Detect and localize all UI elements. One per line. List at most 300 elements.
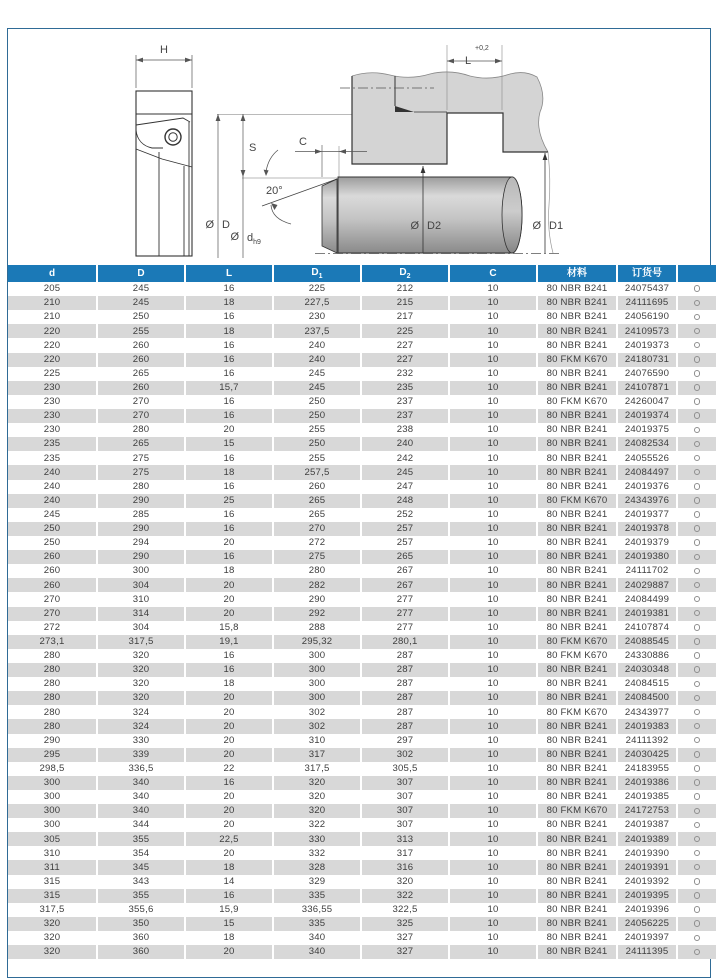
cell: 20 bbox=[184, 592, 272, 606]
cell: 16 bbox=[184, 550, 272, 564]
cell: 252 bbox=[360, 508, 448, 522]
availability-circle-icon bbox=[694, 370, 701, 377]
c-dimension-label: C bbox=[299, 136, 307, 148]
table-row bbox=[8, 550, 716, 564]
cell: 10 bbox=[448, 310, 536, 324]
availability-cell bbox=[676, 437, 716, 451]
cell: 317,5 bbox=[8, 903, 96, 917]
table-row bbox=[8, 367, 716, 381]
cell: 80 FKM K670 bbox=[536, 649, 616, 663]
cell: 265 bbox=[272, 508, 360, 522]
cell: 300 bbox=[8, 776, 96, 790]
cell: 20 bbox=[184, 734, 272, 748]
cell: 317,5 bbox=[272, 762, 360, 776]
cell: 290 bbox=[96, 522, 184, 536]
cell: 80 NBR B241 bbox=[536, 931, 616, 945]
outer-diameter-label: D bbox=[222, 219, 230, 231]
cell: 360 bbox=[96, 945, 184, 959]
cell: 247 bbox=[360, 480, 448, 494]
availability-cell bbox=[676, 282, 716, 296]
availability-cell bbox=[676, 409, 716, 423]
column-header-C: C bbox=[448, 265, 536, 282]
cell: 24180731 bbox=[616, 353, 676, 367]
cell: 10 bbox=[448, 635, 536, 649]
cell: 20 bbox=[184, 790, 272, 804]
table-row bbox=[8, 719, 716, 733]
cell: 24019377 bbox=[616, 508, 676, 522]
availability-circle-icon bbox=[694, 511, 701, 518]
cell: 10 bbox=[448, 917, 536, 931]
table-row bbox=[8, 818, 716, 832]
cell: 10 bbox=[448, 860, 536, 874]
cell: 265 bbox=[272, 494, 360, 508]
cell: 245 bbox=[8, 508, 96, 522]
availability-cell bbox=[676, 804, 716, 818]
availability-cell bbox=[676, 621, 716, 635]
cell: 317 bbox=[360, 846, 448, 860]
shaft-end-face bbox=[502, 177, 522, 253]
cell: 250 bbox=[8, 522, 96, 536]
availability-cell bbox=[676, 607, 716, 621]
cell: 20 bbox=[184, 705, 272, 719]
availability-circle-icon bbox=[694, 822, 701, 829]
cell: 300 bbox=[272, 649, 360, 663]
cell: 22 bbox=[184, 762, 272, 776]
cell: 212 bbox=[360, 282, 448, 296]
cell: 240 bbox=[272, 338, 360, 352]
cell: 217 bbox=[360, 310, 448, 324]
availability-cell bbox=[676, 381, 716, 395]
table-row bbox=[8, 663, 716, 677]
cell: 14 bbox=[184, 875, 272, 889]
cell: 300 bbox=[272, 691, 360, 705]
cell: 320 bbox=[272, 804, 360, 818]
cell: 220 bbox=[8, 324, 96, 338]
cell: 24107871 bbox=[616, 381, 676, 395]
availability-cell bbox=[676, 578, 716, 592]
cell: 255 bbox=[272, 451, 360, 465]
availability-circle-icon bbox=[694, 610, 701, 617]
cell: 230 bbox=[8, 395, 96, 409]
cell: 80 NBR B241 bbox=[536, 663, 616, 677]
column-header-d: d bbox=[8, 265, 96, 282]
cell: 270 bbox=[96, 409, 184, 423]
cell: 16 bbox=[184, 480, 272, 494]
cell: 24019389 bbox=[616, 832, 676, 846]
cell: 80 NBR B241 bbox=[536, 367, 616, 381]
cell: 302 bbox=[272, 705, 360, 719]
cell: 335 bbox=[272, 889, 360, 903]
table-row bbox=[8, 945, 716, 959]
cell: 22,5 bbox=[184, 832, 272, 846]
cell: 24111702 bbox=[616, 564, 676, 578]
availability-circle-icon bbox=[694, 412, 701, 419]
cell: 287 bbox=[360, 705, 448, 719]
cell: 320 bbox=[96, 649, 184, 663]
table-row bbox=[8, 691, 716, 705]
availability-cell bbox=[676, 917, 716, 931]
availability-cell bbox=[676, 465, 716, 479]
cell: 230 bbox=[8, 409, 96, 423]
cell: 322,5 bbox=[360, 903, 448, 917]
cell: 324 bbox=[96, 705, 184, 719]
table-row bbox=[8, 508, 716, 522]
column-header-D: $D_1$ bbox=[272, 265, 360, 282]
cell: 257 bbox=[360, 522, 448, 536]
cell: 18 bbox=[184, 860, 272, 874]
table-row bbox=[8, 649, 716, 663]
cell: 10 bbox=[448, 296, 536, 310]
table-row bbox=[8, 705, 716, 719]
cell: 10 bbox=[448, 353, 536, 367]
size-table bbox=[8, 265, 716, 959]
h-dimension bbox=[136, 55, 192, 88]
cell: 24030348 bbox=[616, 663, 676, 677]
table-row bbox=[8, 324, 716, 338]
cell: 307 bbox=[360, 818, 448, 832]
table-row bbox=[8, 889, 716, 903]
d1-label: D1 bbox=[549, 220, 564, 232]
cell: 24019379 bbox=[616, 536, 676, 550]
availability-circle-icon bbox=[694, 949, 701, 956]
cell: 18 bbox=[184, 465, 272, 479]
cell: 24019397 bbox=[616, 931, 676, 945]
availability-circle-icon bbox=[694, 765, 701, 772]
cell: 10 bbox=[448, 691, 536, 705]
diameter-symbol: Ø bbox=[532, 220, 541, 232]
availability-circle-icon bbox=[694, 596, 701, 603]
availability-cell bbox=[676, 296, 716, 310]
cell: 20 bbox=[184, 804, 272, 818]
cell: 210 bbox=[8, 296, 96, 310]
cell: 20 bbox=[184, 536, 272, 550]
cell: 272 bbox=[272, 536, 360, 550]
cell: 80 NBR B241 bbox=[536, 409, 616, 423]
availability-circle-icon bbox=[694, 638, 701, 645]
cell: 25 bbox=[184, 494, 272, 508]
cell: 328 bbox=[272, 860, 360, 874]
cell: 16 bbox=[184, 889, 272, 903]
cell: 260 bbox=[272, 480, 360, 494]
cell: 307 bbox=[360, 776, 448, 790]
cell: 80 NBR B241 bbox=[536, 310, 616, 324]
availability-cell bbox=[676, 508, 716, 522]
table-row bbox=[8, 423, 716, 437]
cell: 80 NBR B241 bbox=[536, 691, 616, 705]
cell: 24111695 bbox=[616, 296, 676, 310]
table-row bbox=[8, 296, 716, 310]
cell: 248 bbox=[360, 494, 448, 508]
cell: 24109573 bbox=[616, 324, 676, 338]
cell: 354 bbox=[96, 846, 184, 860]
cell: 355,6 bbox=[96, 903, 184, 917]
cell: 80 NBR B241 bbox=[536, 748, 616, 762]
cell: 257,5 bbox=[272, 465, 360, 479]
cell: 24076590 bbox=[616, 367, 676, 381]
cell: 270 bbox=[8, 592, 96, 606]
s-dimension bbox=[241, 114, 246, 258]
cell: 10 bbox=[448, 832, 536, 846]
cell: 230 bbox=[8, 423, 96, 437]
cell: 238 bbox=[360, 423, 448, 437]
cell: 336,5 bbox=[96, 762, 184, 776]
cell: 10 bbox=[448, 423, 536, 437]
cell: 305,5 bbox=[360, 762, 448, 776]
cell: 237 bbox=[360, 409, 448, 423]
table-row bbox=[8, 310, 716, 324]
diameter-symbol: Ø bbox=[230, 231, 239, 243]
cell: 16 bbox=[184, 649, 272, 663]
cell: 330 bbox=[96, 734, 184, 748]
table-row bbox=[8, 776, 716, 790]
cell: 302 bbox=[360, 748, 448, 762]
cell: 10 bbox=[448, 282, 536, 296]
cell: 80 NBR B241 bbox=[536, 536, 616, 550]
cell: 265 bbox=[96, 367, 184, 381]
cell: 18 bbox=[184, 931, 272, 945]
cell: 18 bbox=[184, 677, 272, 691]
availability-cell bbox=[676, 649, 716, 663]
cell: 20 bbox=[184, 607, 272, 621]
table-row bbox=[8, 903, 716, 917]
cell: 220 bbox=[8, 338, 96, 352]
availability-circle-icon bbox=[694, 582, 701, 589]
cell: 24056225 bbox=[616, 917, 676, 931]
availability-cell bbox=[676, 945, 716, 959]
table-row bbox=[8, 846, 716, 860]
table-row bbox=[8, 804, 716, 818]
availability-cell bbox=[676, 592, 716, 606]
cell: 24019381 bbox=[616, 607, 676, 621]
cell: 300 bbox=[96, 564, 184, 578]
availability-cell bbox=[676, 310, 716, 324]
cell: 10 bbox=[448, 719, 536, 733]
cell: 24019376 bbox=[616, 480, 676, 494]
cell: 327 bbox=[360, 945, 448, 959]
cell: 16 bbox=[184, 776, 272, 790]
cell: 80 NBR B241 bbox=[536, 296, 616, 310]
cell: 20 bbox=[184, 719, 272, 733]
cell: 24019390 bbox=[616, 846, 676, 860]
cell: 15,9 bbox=[184, 903, 272, 917]
cell: 24084515 bbox=[616, 677, 676, 691]
cell: 280 bbox=[8, 705, 96, 719]
cell: 80 NBR B241 bbox=[536, 762, 616, 776]
cell: 10 bbox=[448, 748, 536, 762]
availability-circle-icon bbox=[694, 737, 701, 744]
table-header-row bbox=[8, 265, 716, 282]
cell: 292 bbox=[272, 607, 360, 621]
availability-cell bbox=[676, 705, 716, 719]
cell: 24084500 bbox=[616, 691, 676, 705]
cell: 360 bbox=[96, 931, 184, 945]
outer-diameter-dimension bbox=[216, 114, 221, 258]
cell: 232 bbox=[360, 367, 448, 381]
cell: 287 bbox=[360, 719, 448, 733]
availability-cell bbox=[676, 832, 716, 846]
cell: 20 bbox=[184, 748, 272, 762]
cell: 320 bbox=[8, 931, 96, 945]
cell: 10 bbox=[448, 875, 536, 889]
cell: 80 NBR B241 bbox=[536, 522, 616, 536]
cell: 19,1 bbox=[184, 635, 272, 649]
table-row bbox=[8, 480, 716, 494]
cell: 257 bbox=[360, 536, 448, 550]
availability-circle-icon bbox=[694, 779, 701, 786]
cell: 10 bbox=[448, 607, 536, 621]
cell: 80 FKM K670 bbox=[536, 635, 616, 649]
availability-cell bbox=[676, 903, 716, 917]
diameter-symbol: Ø bbox=[410, 220, 419, 232]
cell: 277 bbox=[360, 592, 448, 606]
cell: 340 bbox=[96, 790, 184, 804]
availability-cell bbox=[676, 324, 716, 338]
cell: 250 bbox=[8, 536, 96, 550]
h-dimension-label: H bbox=[160, 44, 168, 56]
cell: 280 bbox=[8, 691, 96, 705]
cell: 260 bbox=[96, 338, 184, 352]
cell: 315 bbox=[8, 875, 96, 889]
table-row bbox=[8, 748, 716, 762]
availability-cell bbox=[676, 564, 716, 578]
cell: 10 bbox=[448, 790, 536, 804]
cell: 282 bbox=[272, 578, 360, 592]
cell: 235 bbox=[8, 437, 96, 451]
l-tolerance-label: +0,2 bbox=[475, 45, 489, 52]
cell: 15 bbox=[184, 437, 272, 451]
cell: 80 NBR B241 bbox=[536, 550, 616, 564]
angle-label: 20° bbox=[266, 185, 283, 197]
table-row bbox=[8, 564, 716, 578]
cell: 80 NBR B241 bbox=[536, 465, 616, 479]
cell: 16 bbox=[184, 409, 272, 423]
d1-dimension bbox=[543, 153, 548, 253]
cell: 325 bbox=[360, 917, 448, 931]
cell: 80 NBR B241 bbox=[536, 846, 616, 860]
cell: 320 bbox=[272, 790, 360, 804]
cell: 302 bbox=[272, 719, 360, 733]
availability-cell bbox=[676, 860, 716, 874]
availability-circle-icon bbox=[694, 850, 701, 857]
cell: 332 bbox=[272, 846, 360, 860]
cell: 80 NBR B241 bbox=[536, 832, 616, 846]
cell: 294 bbox=[96, 536, 184, 550]
cell: 311 bbox=[8, 860, 96, 874]
cell: 16 bbox=[184, 451, 272, 465]
cell: 210 bbox=[8, 310, 96, 324]
cell: 20 bbox=[184, 578, 272, 592]
availability-circle-icon bbox=[694, 793, 701, 800]
cell: 10 bbox=[448, 846, 536, 860]
cell: 10 bbox=[448, 395, 536, 409]
cell: 277 bbox=[360, 621, 448, 635]
availability-circle-icon bbox=[694, 892, 701, 899]
rod-diameter-label: $d_{h9}$ bbox=[247, 232, 261, 246]
cell: 15,7 bbox=[184, 381, 272, 395]
availability-circle-icon bbox=[694, 469, 701, 476]
cell: 275 bbox=[96, 451, 184, 465]
cell: 24019374 bbox=[616, 409, 676, 423]
cell: 240 bbox=[360, 437, 448, 451]
cell: 285 bbox=[96, 508, 184, 522]
table-row bbox=[8, 395, 716, 409]
cell: 355 bbox=[96, 832, 184, 846]
availability-circle-icon bbox=[694, 441, 701, 448]
cell: 20 bbox=[184, 691, 272, 705]
cell: 10 bbox=[448, 564, 536, 578]
cell: 24088545 bbox=[616, 635, 676, 649]
availability-cell bbox=[676, 818, 716, 832]
cell: 320 bbox=[96, 691, 184, 705]
cell: 280 bbox=[8, 719, 96, 733]
availability-cell bbox=[676, 663, 716, 677]
cell: 320 bbox=[272, 776, 360, 790]
cell: 320 bbox=[8, 945, 96, 959]
l-dimension-label: L bbox=[464, 55, 472, 67]
cell: 24082534 bbox=[616, 437, 676, 451]
cell: 16 bbox=[184, 395, 272, 409]
cell: 80 NBR B241 bbox=[536, 776, 616, 790]
cell: 260 bbox=[8, 550, 96, 564]
cell: 80 NBR B241 bbox=[536, 437, 616, 451]
cell: 335 bbox=[272, 917, 360, 931]
table-row bbox=[8, 592, 716, 606]
column-header-材料: 材料 bbox=[536, 265, 616, 282]
cell: 290 bbox=[96, 494, 184, 508]
cell: 275 bbox=[272, 550, 360, 564]
availability-cell bbox=[676, 691, 716, 705]
cell: 24019396 bbox=[616, 903, 676, 917]
cell: 10 bbox=[448, 776, 536, 790]
cell: 300 bbox=[272, 663, 360, 677]
cell: 80 NBR B241 bbox=[536, 480, 616, 494]
availability-circle-icon bbox=[694, 554, 701, 561]
cell: 240 bbox=[8, 494, 96, 508]
cell: 280 bbox=[96, 423, 184, 437]
cell: 16 bbox=[184, 663, 272, 677]
cell: 245 bbox=[96, 296, 184, 310]
cell: 300 bbox=[8, 818, 96, 832]
cell: 260 bbox=[8, 564, 96, 578]
cell: 314 bbox=[96, 607, 184, 621]
cell: 80 NBR B241 bbox=[536, 381, 616, 395]
cell: 240 bbox=[8, 480, 96, 494]
table-row bbox=[8, 338, 716, 352]
availability-circle-icon bbox=[694, 808, 701, 815]
cell: 10 bbox=[448, 338, 536, 352]
availability-circle-icon bbox=[694, 695, 701, 702]
table-row bbox=[8, 437, 716, 451]
availability-cell bbox=[676, 480, 716, 494]
cell: 80 NBR B241 bbox=[536, 875, 616, 889]
cell: 310 bbox=[8, 846, 96, 860]
availability-cell bbox=[676, 494, 716, 508]
cell: 225 bbox=[272, 282, 360, 296]
availability-cell bbox=[676, 748, 716, 762]
availability-cell bbox=[676, 423, 716, 437]
table-row bbox=[8, 790, 716, 804]
broken-edge bbox=[548, 152, 553, 253]
technical-drawing bbox=[0, 0, 720, 263]
cell: 80 NBR B241 bbox=[536, 607, 616, 621]
table-row bbox=[8, 677, 716, 691]
cell: 340 bbox=[272, 931, 360, 945]
availability-cell bbox=[676, 395, 716, 409]
column-header-订货号: 订货号 bbox=[616, 265, 676, 282]
cell: 297 bbox=[360, 734, 448, 748]
table-row bbox=[8, 578, 716, 592]
cell: 80 NBR B241 bbox=[536, 945, 616, 959]
